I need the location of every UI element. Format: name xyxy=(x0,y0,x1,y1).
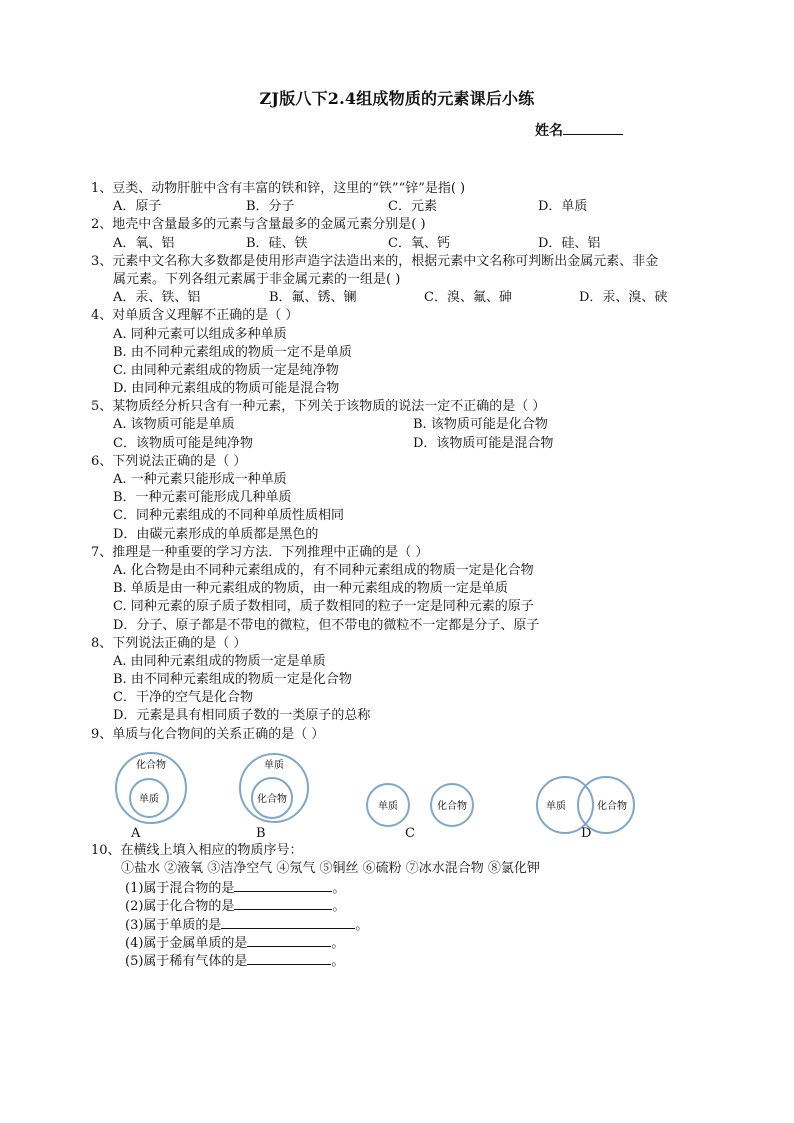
question-1-stem: 1、豆类、动物肝脏中含有丰富的铁和锌，这里的“铁”“锌”是指( ) xyxy=(91,181,466,196)
option-b[interactable]: B. 单质是由一种元素组成的物质，由一种元素组成的物质一定是单质 xyxy=(113,581,508,597)
option-d[interactable]: D．元素是具有相同质子数的一类原子的总称 xyxy=(113,708,371,724)
option-a[interactable]: A．原子 xyxy=(113,199,162,215)
question-9-stem: 9、单质与化合物间的关系正确的是（ ） xyxy=(91,726,325,742)
option-c[interactable]: C. 同种元素的原子质子数相同，质子数相同的粒子一定是同种元素的原子 xyxy=(113,599,534,615)
option-d[interactable]: D．单质 xyxy=(538,199,588,215)
fill-blank-1 xyxy=(91,878,711,896)
option-d[interactable]: D．汞、溴、硖 xyxy=(579,290,668,306)
question-5-options-cd xyxy=(91,435,711,453)
option-d[interactable]: D. 由同种元素组成的物质可能是混合物 xyxy=(113,381,340,397)
option-b[interactable]: B．硅、铁 xyxy=(246,235,308,251)
option-c[interactable]: C．该物质可能是纯净物 xyxy=(113,435,253,451)
option-d[interactable]: D．分子、原子都是不带电的微粒，但不带电的微粒不一定都是分子、原子 xyxy=(113,617,540,633)
fill-blank-4 xyxy=(91,933,711,951)
option-b[interactable]: B．分子 xyxy=(246,199,295,215)
choice-b-label[interactable]: B xyxy=(256,825,266,841)
venn-diagrams xyxy=(91,746,711,842)
answer-blank[interactable] xyxy=(247,933,331,947)
question-3-stem: 3、元素中文名称大多数都是使用形声造字法造出来的，根据元素中文名称可判断出金属元素、非金 xyxy=(91,253,659,269)
compound-label: 化合物 xyxy=(437,800,467,812)
answer-blank[interactable] xyxy=(221,915,355,929)
option-a[interactable]: A．汞、铁、铝 xyxy=(113,290,201,306)
option-b[interactable]: B. 由不同种元素组成的物质一定不是单质 xyxy=(113,344,352,360)
element-label: 单质 xyxy=(378,800,398,812)
option-c[interactable]: C．溴、氟、砷 xyxy=(424,290,512,306)
option-c[interactable]: C．干净的空气是化合物 xyxy=(113,690,253,706)
option-d[interactable]: D．由碳元素形成的单质都是黑色的 xyxy=(113,526,319,542)
name-label: 姓名 xyxy=(535,123,563,139)
fill-blank-2 xyxy=(91,896,711,914)
option-d[interactable]: D．硅、铝 xyxy=(538,235,601,251)
fill-blank-label: (4)属于金属单质的是 xyxy=(125,935,248,951)
choice-c-label[interactable]: C xyxy=(405,825,415,841)
option-c[interactable]: C．同种元素组成的不同种单质性质相同 xyxy=(113,508,344,524)
fill-blank-label: (3)属于单质的是 xyxy=(125,917,222,933)
name-field[interactable] xyxy=(535,120,623,140)
question-3-options xyxy=(91,289,711,307)
page-title: ZJ版八下2.4组成物质的元素课后小练 xyxy=(259,89,535,108)
fill-blank-5 xyxy=(91,951,711,969)
diagram-d[interactable] xyxy=(537,777,634,833)
compound-label: 化合物 xyxy=(257,793,287,805)
question-8-stem: 8、下列说法正确的是（ ） xyxy=(91,635,247,651)
option-b[interactable]: B. 由不同种元素组成的物质一定是化合物 xyxy=(113,672,352,688)
diagram-c[interactable] xyxy=(367,784,473,826)
period: 。 xyxy=(331,935,345,951)
element-label: 单质 xyxy=(139,793,159,805)
question-5-stem: 5、某物质经分析只含有一种元素，下列关于该物质的说法一定不正确的是（ ） xyxy=(91,399,546,415)
option-a[interactable]: A. 化合物是由不同种元素组成的，有不同种元素组成的物质一定是化合物 xyxy=(113,562,534,578)
option-d[interactable]: D．该物质可能是混合物 xyxy=(413,435,554,451)
diagram-a[interactable] xyxy=(116,753,186,823)
question-list xyxy=(91,180,711,969)
question-10-stem: 10、在横线上填入相应的物质序号： xyxy=(91,842,303,858)
period: 。 xyxy=(332,899,346,915)
element-label: 单质 xyxy=(546,800,566,812)
fill-blank-label: (5)属于稀有气体的是 xyxy=(125,953,248,969)
option-a[interactable]: A. 一种元素只能形成一种单质 xyxy=(113,472,287,487)
question-1-options xyxy=(91,198,711,216)
fill-blank-3 xyxy=(91,915,711,933)
choice-d-label[interactable]: D xyxy=(581,825,592,841)
compound-label: 化合物 xyxy=(597,800,627,812)
answer-blank[interactable] xyxy=(234,878,332,892)
name-blank[interactable] xyxy=(563,122,623,135)
period: 。 xyxy=(332,881,346,897)
substance-list: ①盐水 ②液氧 ③洁净空气 ④氖气 ⑤铜丝 ⑥硫粉 ⑦冰水混合物 ⑧氯化钾 xyxy=(121,861,540,876)
venn-diagram-svg xyxy=(91,746,711,842)
option-b[interactable]: B. 该物质可能是化合物 xyxy=(413,417,548,433)
question-3-stem-cont: 属元素。下列各组元素属于非金属元素的一组是( ) xyxy=(113,271,401,287)
period: 。 xyxy=(331,953,345,969)
option-a[interactable]: A. 该物质可能是单质 xyxy=(113,417,235,433)
option-a[interactable]: A. 同种元素可以组成多种单质 xyxy=(113,326,287,342)
option-a[interactable]: A. 由同种元素组成的物质一定是单质 xyxy=(113,653,326,669)
question-2-stem: 2、地壳中含量最多的元素与含量最多的金属元素分别是( ) xyxy=(91,217,426,233)
option-c[interactable]: C．元素 xyxy=(388,199,437,215)
question-5-options-ab xyxy=(91,416,711,434)
compound-label: 化合物 xyxy=(136,759,166,771)
answer-blank[interactable] xyxy=(247,951,331,965)
question-4-stem: 4、对单质含义理解不正确的是（ ） xyxy=(91,308,299,324)
diagram-b[interactable] xyxy=(240,754,308,822)
question-7-stem: 7、推理是一种重要的学习方法．下列推理中正确的是（ ） xyxy=(91,544,429,560)
fill-blank-label: (1)属于混合物的是 xyxy=(125,881,235,897)
option-c[interactable]: C．氧、钙 xyxy=(388,235,450,251)
answer-blank[interactable] xyxy=(234,896,332,910)
question-6-stem: 6、下列说法正确的是（ ） xyxy=(91,453,247,469)
choice-a-label[interactable]: A xyxy=(131,825,141,841)
period: 。 xyxy=(355,917,369,933)
option-b[interactable]: B．氟、锈、镧 xyxy=(269,290,357,306)
option-a[interactable]: A．氧、铝 xyxy=(113,235,175,251)
option-b[interactable]: B．一种元素可能形成几种单质 xyxy=(113,490,292,506)
option-c[interactable]: C. 由同种元素组成的物质一定是纯净物 xyxy=(113,362,339,378)
element-label: 单质 xyxy=(264,759,284,771)
question-2-options xyxy=(91,235,711,253)
fill-blank-label: (2)属于化合物的是 xyxy=(125,899,235,915)
